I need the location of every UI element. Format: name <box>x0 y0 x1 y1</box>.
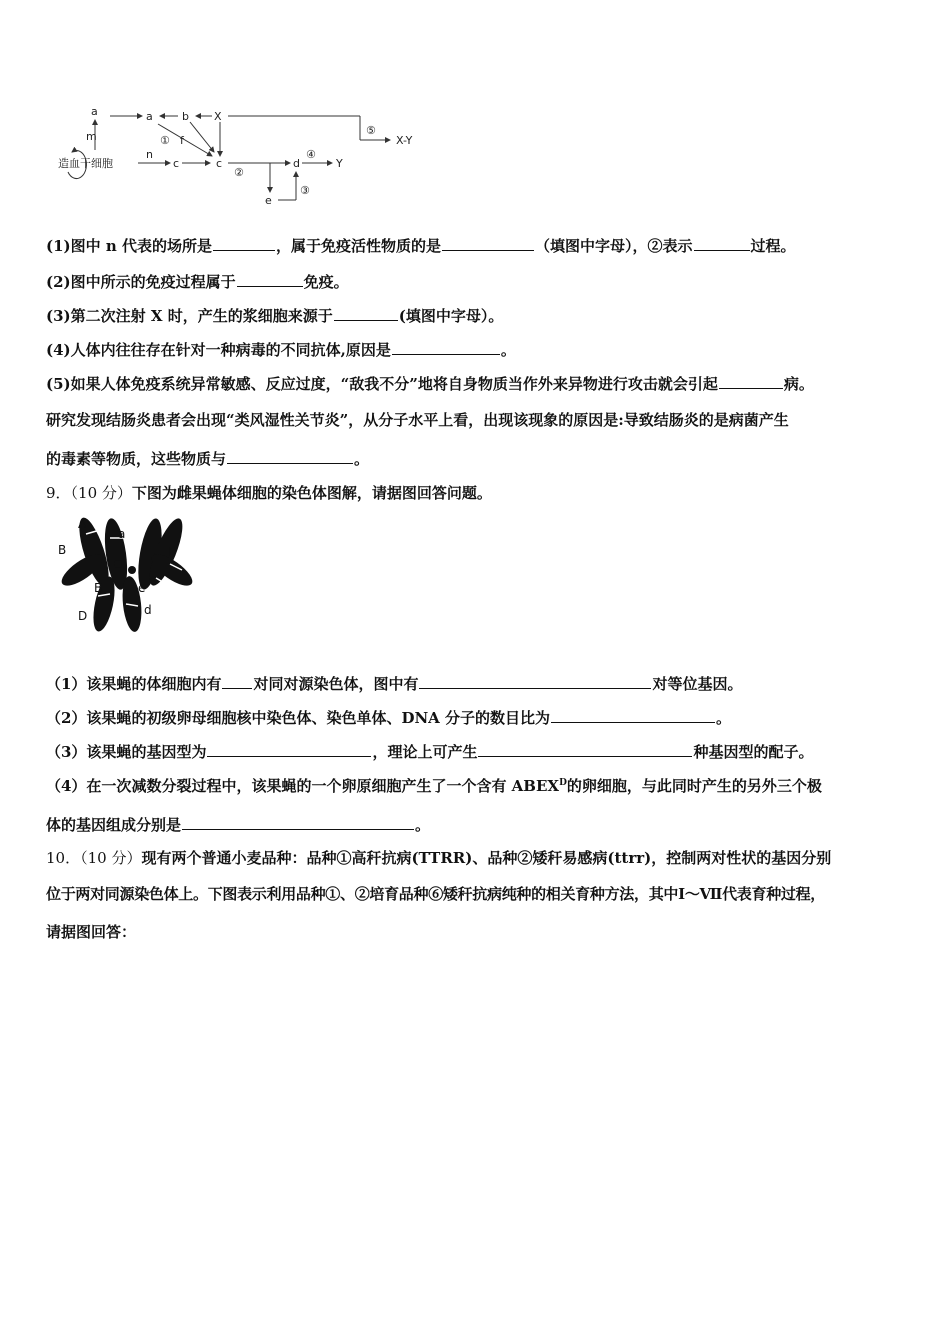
node-f: f <box>180 134 184 147</box>
step-4-label: ④ <box>306 148 316 161</box>
gene-label-B: B <box>58 543 67 557</box>
answer-blank[interactable] <box>227 449 353 464</box>
node-a-2: a <box>146 110 153 123</box>
chromosome-diagram <box>52 508 202 638</box>
node-d: d <box>293 157 300 170</box>
gene-label-D: D <box>78 609 88 623</box>
q9-stem: 9．（10 分）下图为雌果蝇体细胞的染色体图解，请据图回答问题。 <box>46 484 492 502</box>
answer-blank[interactable] <box>207 742 371 757</box>
node-x: X <box>214 110 222 123</box>
step-5-label: ⑤ <box>366 124 376 137</box>
answer-blank[interactable] <box>392 340 500 355</box>
node-c-1: c <box>173 157 180 170</box>
q9-item-2: （2）该果蝇的初级卵母细胞核中染色体、染色单体、DNA 分子的数目比为 。 <box>46 709 732 727</box>
node-c-2: c <box>216 157 223 170</box>
node-e: e <box>265 194 272 207</box>
gene-label-e: e <box>138 581 146 595</box>
gene-label-a: a <box>118 527 126 541</box>
q9-item-3: （3）该果蝇的基因型为 ，理论上可产生 种基因型的配子。 <box>46 743 814 761</box>
q10-stem-line-2: 位于两对同源染色体上。下图表示利用品种①、②培育品种⑥矮秆抗病纯种的相关育种方法，其中Ⅰ～Ⅶ代表育种过程， <box>46 885 825 903</box>
answer-blank[interactable] <box>419 674 651 689</box>
node-b: b <box>182 110 189 123</box>
gene-label-A: A <box>78 517 87 531</box>
q8-item-2: (2)图中所示的免疫过程属于 免疫。 <box>46 273 349 291</box>
step-2-label: ② <box>234 166 244 179</box>
gene-label-E: E <box>168 545 176 559</box>
q10-stem-line-1: 10．（10 分）现有两个普通小麦品种：品种①高秆抗病(TTRR)、品种②矮秆易感病(ttrr)，控制两对性状的基因分别 <box>46 849 832 867</box>
gene-label-d: d <box>144 603 152 617</box>
step-3-label: ③ <box>300 184 310 197</box>
answer-blank[interactable] <box>442 236 534 251</box>
answer-blank[interactable] <box>694 236 750 251</box>
answer-blank[interactable] <box>213 236 275 251</box>
q9-item-1: （1）该果蝇的体细胞内有 对同对源染色体，图中有 对等位基因。 <box>46 675 743 693</box>
node-y: Y <box>336 157 343 170</box>
q8-item-5-line-3: 的毒素等物质，这些物质与 。 <box>46 450 370 468</box>
gene-label-B-2: B <box>94 581 103 595</box>
answer-blank[interactable] <box>551 708 715 723</box>
node-m: m <box>86 130 97 143</box>
q8-item-5-line-2: 研究发现结肠炎患者会出现“类风湿性关节炎”，从分子水平上看，出现该现象的原因是:导致结肠炎的是病菌产生 <box>46 411 789 429</box>
q8-item-4: (4)人体内往往存在针对一种病毒的不同抗体,原因是 。 <box>46 341 516 359</box>
node-n: n <box>146 148 153 161</box>
answer-blank[interactable] <box>334 306 398 321</box>
answer-blank[interactable] <box>237 272 303 287</box>
q8-item-3: (3)第二次注射 X 时，产生的浆细胞来源于 (填图中字母）。 <box>46 307 504 325</box>
q10-stem-line-3: 请据图回答： <box>46 923 137 941</box>
q9-item-4: （4）在一次减数分裂过程中，该果蝇的一个卵原细胞产生了一个含有 $ABEX^D$的卵细胞，与此同时产生的另外三个极 <box>46 777 822 795</box>
answer-blank[interactable] <box>478 742 692 757</box>
answer-blank[interactable] <box>719 374 783 389</box>
q8-item-5: (5)如果人体免疫系统异常敏感、反应过度，“敌我不分”地将自身物质当作外来异物进行攻击就会引起 病。 <box>46 375 814 393</box>
q8-item-1: (1)图中 n 代表的场所是 ，属于免疫活性物质的是 （填图中字母），②表示 过程。 <box>46 237 796 255</box>
answer-blank[interactable] <box>222 674 252 689</box>
q9-item-4-line-2: 体的基因组成分别是 。 <box>46 816 431 834</box>
immune-process-diagram <box>50 100 450 212</box>
answer-blank[interactable] <box>182 815 414 830</box>
node-x-y: X-Y <box>396 134 413 147</box>
step-1-label: ① <box>160 134 170 147</box>
stem-cell-label: 造血干细胞 <box>58 157 113 170</box>
node-a-1: a <box>91 105 98 118</box>
